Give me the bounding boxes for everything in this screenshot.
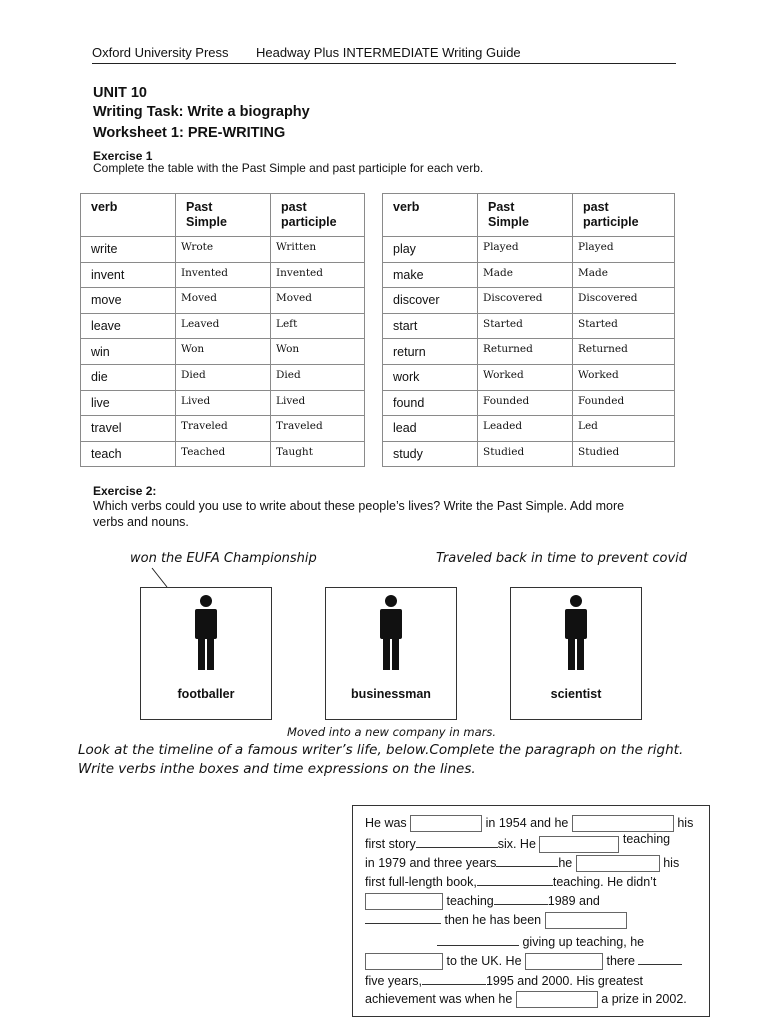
past-simple-answer[interactable]: Worked	[478, 364, 573, 390]
paragraph-text: he	[558, 856, 573, 870]
verb-cell: live	[81, 390, 176, 416]
past-participle-answer[interactable]: Worked	[573, 364, 675, 390]
past-simple-answer[interactable]: Teached	[176, 441, 271, 467]
past-simple-answer[interactable]: Leaved	[176, 313, 271, 339]
verb-row	[383, 441, 675, 467]
paragraph-text: first full-length book,	[365, 875, 477, 889]
verb-row	[383, 237, 675, 263]
past-participle-answer[interactable]: Led	[573, 416, 675, 442]
paragraph-text: He was	[365, 815, 407, 830]
verb-row	[81, 262, 365, 288]
verb-box[interactable]	[410, 815, 482, 832]
verb-row	[81, 237, 365, 263]
verb-cell: discover	[383, 288, 478, 314]
paragraph-text: teaching. He didn’t	[552, 875, 657, 889]
past-participle-answer[interactable]: Moved	[271, 288, 365, 314]
note-pointer-line	[150, 567, 170, 589]
person-card-businessman	[325, 587, 457, 720]
paragraph-text: a prize in 2002.	[601, 991, 687, 1006]
paragraph-text: in 1979 and three years	[365, 856, 497, 870]
paragraph-text: achievement was when he	[365, 991, 513, 1006]
verb-box[interactable]	[516, 991, 598, 1008]
past-participle-answer[interactable]: Died	[271, 364, 365, 390]
footballer-note: won the EUFA Championship	[130, 551, 317, 566]
verb-row	[81, 288, 365, 314]
past-participle-answer[interactable]: Won	[271, 339, 365, 365]
paragraph-text: to the UK. He	[446, 954, 522, 968]
header-divider	[92, 63, 676, 64]
col-header-verb: verb	[81, 194, 176, 237]
col-header-past-participle: past participle	[271, 194, 365, 237]
past-simple-answer[interactable]: Started	[478, 313, 573, 339]
person-label: businessman	[351, 687, 431, 701]
paragraph-text: giving up teaching, he	[522, 935, 645, 949]
verb-cell: win	[81, 339, 176, 365]
time-line-blank[interactable]	[494, 892, 548, 905]
verb-row	[383, 288, 675, 314]
past-participle-answer[interactable]: Returned	[573, 339, 675, 365]
time-line-blank[interactable]	[422, 972, 486, 985]
paragraph-box	[352, 805, 710, 1017]
time-line-blank[interactable]	[496, 854, 558, 867]
time-line-blank[interactable]	[416, 835, 498, 848]
publisher-name: Oxford University Press	[92, 45, 229, 60]
verb-box[interactable]	[525, 953, 603, 970]
past-simple-answer[interactable]: Invented	[176, 262, 271, 288]
col-header-verb: verb	[383, 194, 478, 237]
paragraph-text: six. He	[497, 837, 536, 851]
past-participle-answer[interactable]: Taught	[271, 441, 365, 467]
verb-cell: die	[81, 364, 176, 390]
paragraph-text: then he has been	[444, 913, 542, 927]
time-line-blank[interactable]	[365, 911, 441, 924]
past-simple-answer[interactable]: Leaded	[478, 416, 573, 442]
verb-box[interactable]	[576, 855, 660, 872]
verb-row	[81, 339, 365, 365]
exercise2-label: Exercise 2:	[93, 484, 157, 498]
paragraph-text: his	[663, 856, 680, 870]
past-simple-answer[interactable]: Discovered	[478, 288, 573, 314]
verb-row	[383, 390, 675, 416]
paragraph-text: five years,	[365, 974, 422, 988]
person-label: footballer	[177, 687, 235, 701]
verb-cell: invent	[81, 262, 176, 288]
verb-cell: teach	[81, 441, 176, 467]
verb-cell: lead	[383, 416, 478, 442]
verb-cell: travel	[81, 416, 176, 442]
verb-cell: play	[383, 237, 478, 263]
verb-cell: start	[383, 313, 478, 339]
verb-box[interactable]	[572, 815, 674, 832]
person-icon	[191, 594, 221, 670]
verb-table-left	[80, 193, 365, 467]
scientist-note: Traveled back in time to prevent covid	[436, 551, 688, 566]
exercise2-instruction-line2: verbs and nouns.	[93, 515, 189, 529]
paragraph-text: his	[677, 815, 694, 830]
verb-row	[81, 416, 365, 442]
past-simple-answer[interactable]: Studied	[478, 441, 573, 467]
paragraph-text: 1995 and 2000. His greatest	[485, 974, 644, 988]
timeline-instruction-line2: Write verbs inthe boxes and time expressions on the lines.	[78, 761, 476, 777]
verb-row	[81, 441, 365, 467]
paragraph-text: teaching	[622, 832, 671, 846]
worksheet-title: Worksheet 1: PRE-WRITING	[93, 125, 286, 141]
verb-table-right	[382, 193, 675, 467]
verb-box[interactable]	[365, 893, 443, 910]
verb-row	[81, 390, 365, 416]
verb-row	[81, 313, 365, 339]
verb-cell: make	[383, 262, 478, 288]
verb-cell: leave	[81, 313, 176, 339]
verb-cell: study	[383, 441, 478, 467]
paragraph-text: first story	[365, 837, 416, 851]
verb-row	[383, 364, 675, 390]
past-simple-answer[interactable]: Returned	[478, 339, 573, 365]
verb-box[interactable]	[539, 836, 619, 853]
person-icon	[561, 594, 591, 670]
guide-title: Headway Plus INTERMEDIATE Writing Guide	[256, 45, 521, 60]
time-line-blank[interactable]	[437, 933, 519, 946]
verb-row	[383, 262, 675, 288]
verb-box[interactable]	[545, 912, 627, 929]
verb-cell: write	[81, 237, 176, 263]
past-participle-answer[interactable]: Started	[573, 313, 675, 339]
past-simple-answer[interactable]: Made	[478, 262, 573, 288]
past-participle-answer[interactable]: Discovered	[573, 288, 675, 314]
person-card-footballer	[140, 587, 272, 720]
verb-row	[383, 313, 675, 339]
past-simple-answer[interactable]: Played	[478, 237, 573, 263]
person-icon	[376, 594, 406, 670]
past-simple-answer[interactable]: Won	[176, 339, 271, 365]
timeline-instruction-line1: Look at the timeline of a famous writer’s life, below.Complete the paragraph on the right.	[78, 742, 684, 758]
exercise1-instruction: Complete the table with the Past Simple and past participle for each verb.	[93, 161, 484, 175]
time-line-blank[interactable]	[477, 873, 553, 886]
past-simple-answer[interactable]: Wrote	[176, 237, 271, 263]
past-participle-answer[interactable]: Made	[573, 262, 675, 288]
exercise1-label: Exercise 1	[93, 149, 153, 163]
past-simple-answer[interactable]: Died	[176, 364, 271, 390]
paragraph-text: teaching	[446, 894, 494, 908]
verb-row	[383, 416, 675, 442]
past-simple-answer[interactable]: Founded	[478, 390, 573, 416]
past-participle-answer[interactable]: Traveled	[271, 416, 365, 442]
verb-cell: move	[81, 288, 176, 314]
past-participle-answer[interactable]: Left	[271, 313, 365, 339]
unit-title: UNIT 10	[93, 85, 147, 101]
past-simple-answer[interactable]: Lived	[176, 390, 271, 416]
verb-box[interactable]	[365, 953, 443, 970]
past-simple-answer[interactable]: Traveled	[176, 416, 271, 442]
col-header-past-participle: past participle	[573, 194, 675, 237]
past-participle-answer[interactable]: Studied	[573, 441, 675, 467]
person-card-scientist	[510, 587, 642, 720]
exercise2-instruction-line1: Which verbs could you use to write about these people’s lives? Write the Past Simple. Add more	[93, 499, 625, 513]
past-participle-answer[interactable]: Founded	[573, 390, 675, 416]
paragraph-text: in 1954 and he	[485, 815, 569, 830]
verb-row	[81, 364, 365, 390]
past-participle-answer[interactable]: Invented	[271, 262, 365, 288]
businessman-note: Moved into a new company in mars.	[287, 725, 497, 739]
paragraph-text: 1989 and	[547, 894, 600, 908]
verb-cell: return	[383, 339, 478, 365]
person-label: scientist	[550, 687, 602, 701]
past-simple-answer[interactable]: Moved	[176, 288, 271, 314]
col-header-past-simple: Past Simple	[176, 194, 271, 237]
time-line-blank[interactable]	[638, 952, 682, 965]
past-participle-answer[interactable]: Written	[271, 237, 365, 263]
paragraph-text: there	[606, 954, 635, 968]
verb-cell: found	[383, 390, 478, 416]
task-title: Writing Task: Write a biography	[93, 104, 310, 120]
col-header-past-simple: Past Simple	[478, 194, 573, 237]
past-participle-answer[interactable]: Played	[573, 237, 675, 263]
past-participle-answer[interactable]: Lived	[271, 390, 365, 416]
verb-cell: work	[383, 364, 478, 390]
verb-row	[383, 339, 675, 365]
